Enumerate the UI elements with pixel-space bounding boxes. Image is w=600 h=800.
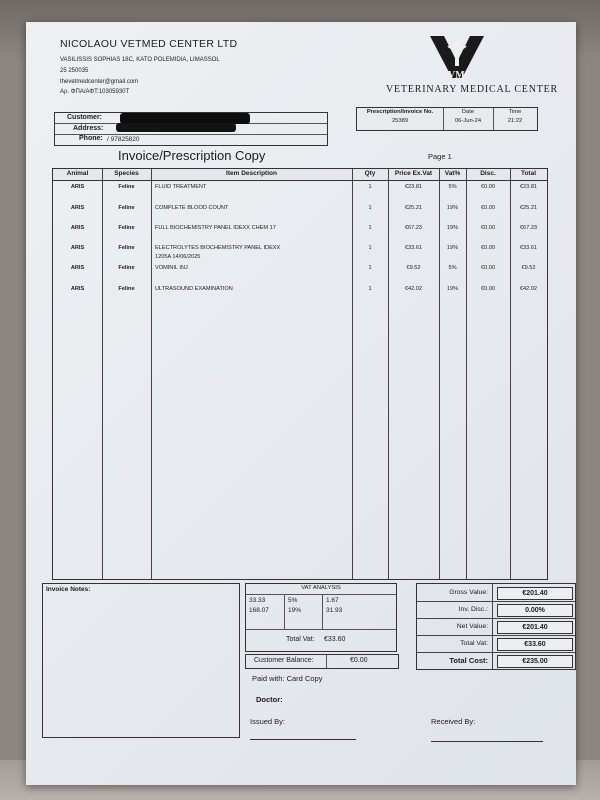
- row-qty: 1: [368, 245, 372, 251]
- redaction-bar: [116, 123, 236, 132]
- company-tagline: VETERINARY MEDICAL CENTER: [386, 84, 559, 95]
- row-animal: ARIS: [70, 205, 85, 211]
- row-disc: €0.00: [481, 286, 495, 292]
- row-vat: 19%: [446, 225, 459, 231]
- customer-label: Customer:: [67, 114, 103, 121]
- header-vat: Vat%: [444, 170, 461, 177]
- invoice-number: 25389: [391, 118, 409, 124]
- invoice-discount-row: [417, 601, 575, 619]
- payment-method: Paid with: Card Copy: [252, 674, 323, 683]
- invoice-notes-label: Invoice Notes:: [46, 586, 91, 593]
- company-email: thevetmedcenter@gmail.com: [60, 79, 139, 85]
- totals-box: [416, 583, 576, 670]
- row-price: €33.61: [404, 245, 423, 251]
- total-vat: €33.60: [497, 638, 573, 651]
- vmc-logo: [426, 32, 488, 84]
- header-qty: Qty: [364, 170, 376, 177]
- row-total: €25.21: [519, 205, 538, 211]
- time-label: Time: [508, 109, 522, 115]
- row-qty: 1: [368, 286, 372, 292]
- row-price: €9.52: [406, 265, 421, 271]
- row-price: €23.81: [404, 184, 423, 190]
- header-price: Price Ex.Vat: [394, 170, 433, 177]
- row-animal: ARIS: [70, 225, 85, 231]
- invoice-info-box: [356, 107, 538, 131]
- column-divider: [151, 169, 152, 579]
- document-title: Invoice/Prescription Copy: [118, 148, 266, 163]
- received-by-label: Received By:: [431, 717, 476, 726]
- row-total: €67.23: [519, 225, 538, 231]
- gross-value: €201.40: [497, 587, 573, 600]
- vat-total-value: €33.60: [324, 636, 346, 643]
- page-number: Page 1: [428, 152, 452, 161]
- issued-by-signature-line: [250, 739, 356, 740]
- vat-rate: 19%: [288, 607, 302, 614]
- invoice-date: 06-Jun-24: [454, 118, 482, 124]
- customer-balance-box: [245, 654, 399, 669]
- invoice-discount-label: Inv. Disc.:: [417, 601, 493, 618]
- customer-balance-label: Customer Balance:: [254, 657, 314, 664]
- column-divider: [326, 655, 327, 668]
- invoice-number-label: Prescription/Invoice No.: [366, 109, 434, 115]
- doctor-label: Doctor:: [256, 695, 283, 704]
- gross-value-label: Gross Value:: [417, 584, 493, 601]
- row-species: Feline: [118, 265, 135, 271]
- row-description: COMPLETE BLOOD COUNT: [155, 205, 229, 211]
- row-qty: 1: [368, 225, 372, 231]
- row-species: Feline: [118, 245, 135, 251]
- row-price: €25.21: [404, 205, 423, 211]
- row-description: ELECTROLYTES BIOCHEMISTRY PANEL IDEXX: [155, 245, 281, 251]
- invoice-time: 21:22: [507, 118, 523, 124]
- logo-text: VMC: [448, 70, 472, 81]
- row-species: Feline: [118, 225, 135, 231]
- address-label: Address:: [73, 125, 104, 132]
- row-vat: 5%: [448, 265, 457, 271]
- vat-rate: 5%: [288, 597, 298, 604]
- row-vat: 5%: [448, 184, 457, 190]
- time-cell: [493, 108, 537, 130]
- header-total: Total: [520, 170, 537, 177]
- vat-amount: 1.67: [326, 597, 339, 604]
- header-animal: Animal: [66, 170, 89, 177]
- row-animal: ARIS: [70, 286, 85, 292]
- invoice-discount: 0.00%: [497, 604, 573, 617]
- row-animal: ARIS: [70, 265, 85, 271]
- row-price: €42.02: [404, 286, 423, 292]
- invoice-number-cell: [357, 108, 444, 130]
- items-table: [52, 168, 548, 580]
- phone-label: Phone:: [79, 135, 103, 142]
- net-value-label: Net Value:: [417, 618, 493, 635]
- total-cost-label: Total Cost:: [417, 652, 493, 669]
- row-vat: 19%: [446, 286, 459, 292]
- date-cell: [443, 108, 494, 130]
- row-vat: 19%: [446, 205, 459, 211]
- vat-analysis-title: VAT ANALYSIS: [301, 585, 341, 591]
- invoice-notes-box: [42, 583, 240, 738]
- row-animal: ARIS: [70, 184, 85, 190]
- row-disc: €0.00: [481, 265, 495, 271]
- row-animal: ARIS: [70, 245, 85, 251]
- received-by-signature-line: [431, 741, 543, 742]
- header-species: Species: [114, 170, 139, 177]
- row-species: Feline: [118, 205, 135, 211]
- phone-row: [55, 135, 327, 145]
- row-disc: €0.00: [481, 225, 495, 231]
- row-total: €23.81: [519, 184, 538, 190]
- vat-base: 168.07: [249, 607, 269, 614]
- row-description-line2: 1205A 14/06/2025: [155, 254, 201, 260]
- row-description: FLUID TREATMENT: [155, 184, 207, 190]
- total-cost: €235.00: [497, 655, 573, 668]
- row-description: VOMINIL INJ: [155, 265, 188, 271]
- row-qty: 1: [368, 265, 372, 271]
- row-disc: €0.00: [481, 245, 495, 251]
- row-species: Feline: [118, 184, 135, 190]
- row-description: FULL BIOCHEMISTRY PANEL IDEXX CHEM 17: [155, 225, 276, 231]
- row-total: €42.02: [519, 286, 538, 292]
- company-phone: 25 250035: [60, 68, 89, 74]
- row-total: €9.52: [521, 265, 536, 271]
- row-disc: €0.00: [481, 184, 495, 190]
- row-total: €33.61: [519, 245, 538, 251]
- total-vat-row: [417, 635, 575, 653]
- phone-value: / 97825820: [107, 136, 140, 143]
- company-vat-number: Αρ. ΦΠΑ/ΑΦΤ:10305930T: [60, 89, 130, 95]
- row-description: ULTRASOUND EXAMINATION: [155, 286, 233, 292]
- vat-base: 33.33: [249, 597, 266, 604]
- row-disc: €0.00: [481, 205, 495, 211]
- vat-total-label: Total Vat:: [286, 636, 315, 643]
- company-name: NICOLAOU VETMED CENTER LTD: [60, 38, 238, 50]
- vat-analysis-box: [245, 583, 397, 652]
- customer-balance-value: €0.00: [350, 657, 368, 664]
- row-price: €67.23: [404, 225, 423, 231]
- net-value-row: [417, 618, 575, 636]
- row-qty: 1: [368, 205, 372, 211]
- total-vat-label: Total Vat:: [417, 635, 493, 652]
- row-species: Feline: [118, 286, 135, 292]
- net-value: €201.40: [497, 621, 573, 634]
- total-cost-row: [417, 652, 575, 669]
- column-divider: [284, 594, 285, 629]
- row-vat: 19%: [446, 245, 459, 251]
- row-qty: 1: [368, 184, 372, 190]
- header-disc: Disc.: [480, 170, 496, 177]
- gross-value-row: [417, 584, 575, 602]
- invoice-paper: [26, 22, 576, 785]
- issued-by-label: Issued By:: [250, 717, 286, 726]
- date-label: Date: [461, 109, 475, 115]
- column-divider: [322, 594, 323, 629]
- company-address: VASILISSIS SOPHIAS 18C, KATO POLEMIDIA, LIMASSOL: [60, 57, 220, 63]
- header-description: Item Description: [226, 170, 277, 177]
- vat-amount: 31.93: [326, 607, 343, 614]
